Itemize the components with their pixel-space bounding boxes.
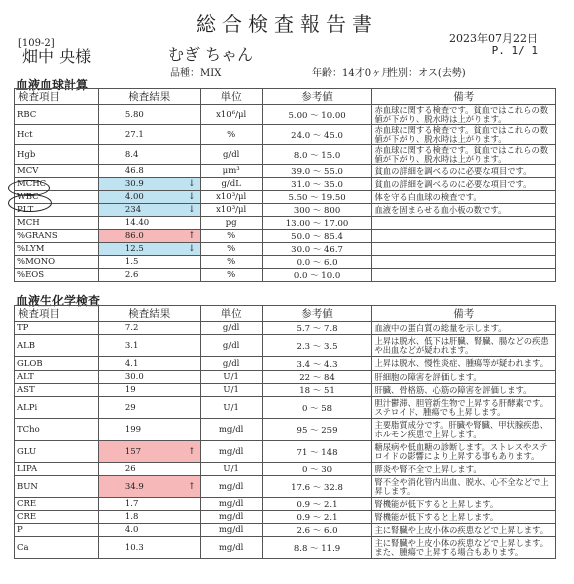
unit-cell: U/1	[200, 463, 262, 476]
item-cell: RBC	[15, 105, 99, 125]
page-number: P. 1/ 1	[491, 44, 538, 57]
note-cell: 貧血の詳細を調べるのに必要な項目です。	[372, 165, 556, 178]
reference-cell: 3.4 ～ 4.3	[262, 357, 372, 371]
unit-cell: g/dl	[200, 335, 262, 357]
note-cell: 赤血球に関する検査です。貧血ではこれらの数値が下がり、脱水時は上がります。	[372, 145, 556, 165]
result-value: 10.3	[124, 542, 144, 553]
pet-name: むぎ ちゃん	[168, 45, 254, 64]
note-cell	[372, 217, 556, 230]
table-header-row	[15, 306, 556, 322]
item-cell: CRE	[15, 498, 99, 511]
reference-cell: 2.6 ～ 6.0	[262, 524, 372, 537]
note-cell: 貧血の詳細を調べるのに必要な項目です。	[372, 178, 556, 191]
result-cell	[98, 397, 200, 419]
note-cell: 糖尿病や低血糖の診断します。ストレスやステロイドの影響により上昇する事もあります。	[372, 441, 556, 463]
table-row	[15, 105, 556, 125]
header-result: 検査結果	[98, 89, 200, 105]
unit-cell: mg/dl	[200, 511, 262, 524]
flag-arrow-icon: ↓	[188, 179, 196, 189]
result-cell	[98, 125, 200, 145]
result-cell	[98, 384, 200, 397]
result-cell	[98, 217, 200, 230]
reference-cell: 17.6 ～ 32.8	[262, 476, 372, 498]
result-value: 86.0	[124, 231, 144, 241]
item-cell: AST	[15, 384, 99, 397]
result-value: 30.9	[124, 179, 144, 189]
table-row	[15, 322, 556, 335]
result-cell	[98, 145, 200, 165]
reference-cell: 24.0 ～ 45.0	[262, 125, 372, 145]
reference-cell: 18 ～ 51	[262, 384, 372, 397]
reference-cell: 0.0 ～ 10.0	[262, 269, 372, 282]
breed: 品種：MIX	[170, 68, 222, 79]
table-row	[15, 256, 556, 269]
reference-cell: 0.9 ～ 2.1	[262, 511, 372, 524]
table-row	[15, 384, 556, 397]
flag-arrow-icon: ↓	[188, 205, 196, 215]
item-cell: ALPi	[15, 397, 99, 419]
result-value: 29	[124, 402, 136, 413]
unit-cell: mg/dl	[200, 441, 262, 463]
reference-cell: 2.3 ～ 3.5	[262, 335, 372, 357]
note-cell: 上昇は脱水、慢性炎症、腫瘍等が疑われます。	[372, 357, 556, 371]
item-cell: GLOB	[15, 357, 99, 371]
table-row	[15, 511, 556, 524]
unit-cell: mg/dl	[200, 537, 262, 559]
result-value: 46.8	[124, 166, 144, 176]
owner-name: 畑中 央様	[22, 47, 92, 66]
note-cell	[372, 230, 556, 243]
reference-cell: 8.0 ～ 15.0	[262, 145, 372, 165]
result-cell	[98, 230, 200, 243]
table-row	[15, 243, 556, 256]
result-value: 2.6	[124, 270, 139, 280]
result-value: 27.1	[124, 129, 144, 140]
item-cell: BUN	[15, 476, 99, 498]
unit-cell: g/dl	[200, 322, 262, 335]
flag-arrow-icon: ↑	[188, 446, 196, 457]
item-cell: Hct	[15, 125, 99, 145]
reference-cell: 5.00 ～ 10.00	[262, 105, 372, 125]
note-cell: 主に腎臓や上皮小体の疾患などで上昇します。	[372, 524, 556, 537]
header-reference: 参考値	[262, 306, 372, 322]
item-cell: WBC	[15, 191, 99, 204]
header-unit: 単位	[200, 89, 262, 105]
item-cell: ALT	[15, 371, 99, 384]
report-date: 2023年07月22日	[449, 32, 538, 45]
header-result: 検査結果	[98, 306, 200, 322]
table-row	[15, 524, 556, 537]
item-cell: LIPA	[15, 463, 99, 476]
reference-cell: 13.00 ～ 17.00	[262, 217, 372, 230]
table-row	[15, 371, 556, 384]
flag-arrow-icon: ↑	[188, 231, 196, 241]
unit-cell: %	[200, 243, 262, 256]
result-value: 199	[124, 424, 142, 435]
item-cell: Ca	[15, 537, 99, 559]
reference-cell: 30.0 ～ 46.7	[262, 243, 372, 256]
unit-cell: x10⁶/μl	[200, 105, 262, 125]
result-cell	[98, 441, 200, 463]
sex: 性別：オス(去勢)	[388, 68, 466, 79]
item-cell: %LYM	[15, 243, 99, 256]
result-value: 1.5	[124, 257, 139, 267]
unit-cell: U/1	[200, 397, 262, 419]
flag-arrow-icon: ↑	[188, 481, 196, 492]
item-cell: Hgb	[15, 145, 99, 165]
note-cell: 血液を固まらせる血小板の数です。	[372, 204, 556, 217]
result-value: 34.9	[124, 481, 144, 492]
result-cell	[98, 476, 200, 498]
item-cell: MCV	[15, 165, 99, 178]
unit-cell: mg/dl	[200, 419, 262, 441]
result-value: 26	[124, 464, 136, 474]
result-value: 3.1	[124, 340, 139, 351]
note-cell	[372, 243, 556, 256]
section-title-biochem: 血液生化学検査	[16, 294, 101, 308]
table-row	[15, 537, 556, 559]
patient-code: [109-2]	[18, 38, 55, 49]
result-cell	[98, 105, 200, 125]
header-item: 検査項目	[15, 306, 99, 322]
unit-cell: %	[200, 269, 262, 282]
result-cell	[98, 357, 200, 371]
note-cell: 主に腎臓や上皮小体の疾患などで上昇します。また、腫瘍で上昇する場合もあります。	[372, 537, 556, 559]
result-value: 30.0	[124, 372, 144, 382]
unit-cell: g/dL	[200, 178, 262, 191]
table-header-row	[15, 89, 556, 105]
table-row	[15, 204, 556, 217]
item-cell: %MONO	[15, 256, 99, 269]
result-cell	[98, 269, 200, 282]
table-row	[15, 217, 556, 230]
unit-cell: %	[200, 256, 262, 269]
table-row	[15, 145, 556, 165]
unit-cell: %	[200, 125, 262, 145]
result-cell	[98, 243, 200, 256]
note-cell: 赤血球に関する検査です。貧血ではこれらの数値が下がり、脱水時は上がります。	[372, 105, 556, 125]
result-cell	[98, 322, 200, 335]
result-cell	[98, 511, 200, 524]
result-cell	[98, 537, 200, 559]
result-cell	[98, 204, 200, 217]
item-cell: MCHC	[15, 178, 99, 191]
item-cell: MCH	[15, 217, 99, 230]
result-cell	[98, 178, 200, 191]
header-item: 検査項目	[15, 89, 99, 105]
result-value: 5.80	[124, 109, 144, 120]
unit-cell: x10³/μl	[200, 204, 262, 217]
item-cell: %EOS	[15, 269, 99, 282]
item-cell: TCho	[15, 419, 99, 441]
result-cell	[98, 165, 200, 178]
reference-cell: 95 ～ 259	[262, 419, 372, 441]
result-value: 4.1	[124, 358, 139, 369]
unit-cell: U/1	[200, 371, 262, 384]
reference-cell: 0.9 ～ 2.1	[262, 498, 372, 511]
note-cell: 胆汁鬱滞、胆管新生物で上昇する肝酵素です。ステロイド、腫瘍でも上昇します。	[372, 397, 556, 419]
section-title-blood-count: 血液血球計算	[16, 78, 89, 92]
reference-cell: 5.7 ～ 7.8	[262, 322, 372, 335]
result-value: 4.00	[124, 192, 144, 202]
item-cell: CRE	[15, 511, 99, 524]
result-cell	[98, 419, 200, 441]
table-row	[15, 441, 556, 463]
unit-cell: U/1	[200, 384, 262, 397]
note-cell	[372, 269, 556, 282]
header-reference: 参考値	[262, 89, 372, 105]
table-row	[15, 419, 556, 441]
unit-cell: x10³/μl	[200, 191, 262, 204]
result-cell	[98, 335, 200, 357]
reference-cell: 300 ～ 800	[262, 204, 372, 217]
result-value: 8.4	[124, 149, 139, 160]
reference-cell: 0.0 ～ 6.0	[262, 256, 372, 269]
note-cell: 主要脂質成分です。肝臓や腎臓、甲状腺疾患、ホルモン疾患で上昇します。	[372, 419, 556, 441]
result-cell	[98, 191, 200, 204]
note-cell: 血液中の蛋白質の総量を示します。	[372, 322, 556, 335]
result-value: 1.7	[124, 499, 139, 509]
table-row	[15, 463, 556, 476]
blood-count-table	[14, 88, 556, 282]
table-row	[15, 178, 556, 191]
result-value: 19	[124, 385, 136, 395]
table-row	[15, 357, 556, 371]
reference-cell: 0 ～ 30	[262, 463, 372, 476]
table-row	[15, 230, 556, 243]
unit-cell: mg/dl	[200, 476, 262, 498]
result-value: 14.40	[124, 218, 150, 228]
unit-cell: g/dl	[200, 357, 262, 371]
result-cell	[98, 524, 200, 537]
item-cell: %GRANS	[15, 230, 99, 243]
table-row	[15, 498, 556, 511]
result-value: 12.5	[124, 244, 144, 254]
table-row	[15, 165, 556, 178]
header-notes: 備考	[372, 306, 556, 322]
table-row	[15, 191, 556, 204]
reference-cell: 50.0 ～ 85.4	[262, 230, 372, 243]
result-cell	[98, 371, 200, 384]
note-cell: 腎機能が低下すると上昇します。	[372, 511, 556, 524]
result-value: 1.8	[124, 512, 139, 522]
table-row	[15, 335, 556, 357]
table-row	[15, 476, 556, 498]
unit-cell: μm³	[200, 165, 262, 178]
header-notes: 備考	[372, 89, 556, 105]
note-cell: 膵炎や腎不全で上昇します。	[372, 463, 556, 476]
reference-cell: 71 ～ 148	[262, 441, 372, 463]
table-row	[15, 397, 556, 419]
item-cell: ALB	[15, 335, 99, 357]
result-value: 7.2	[124, 323, 139, 333]
reference-cell: 22 ～ 84	[262, 371, 372, 384]
handwritten-circle-wbc	[8, 194, 52, 212]
item-cell: P	[15, 524, 99, 537]
result-value: 157	[124, 446, 142, 457]
unit-cell: g/dl	[200, 145, 262, 165]
result-cell	[98, 498, 200, 511]
header-unit: 単位	[200, 306, 262, 322]
note-cell: 体を守る白血球の検査です。	[372, 191, 556, 204]
biochem-table	[14, 305, 556, 559]
result-value: 234	[124, 205, 142, 215]
item-cell: TP	[15, 322, 99, 335]
unit-cell: pg	[200, 217, 262, 230]
flag-arrow-icon: ↓	[188, 244, 196, 254]
table-row	[15, 125, 556, 145]
unit-cell: mg/dl	[200, 498, 262, 511]
reference-cell: 8.8 ～ 11.9	[262, 537, 372, 559]
note-cell	[372, 256, 556, 269]
reference-cell: 0 ～ 58	[262, 397, 372, 419]
flag-arrow-icon: ↓	[188, 192, 196, 202]
note-cell: 肝細胞の障害を評価します。	[372, 371, 556, 384]
report-title: 総合検査報告書	[196, 12, 378, 36]
table-row	[15, 269, 556, 282]
item-cell: GLU	[15, 441, 99, 463]
result-cell	[98, 256, 200, 269]
reference-cell: 31.0 ～ 35.0	[262, 178, 372, 191]
note-cell: 肝臓、骨格筋、心筋の障害を評価します。	[372, 384, 556, 397]
reference-cell: 5.50 ～ 19.50	[262, 191, 372, 204]
item-cell: PLT	[15, 204, 99, 217]
unit-cell: mg/dl	[200, 524, 262, 537]
note-cell: 腎不全や消化管内出血、脱水、心不全などで上昇します。	[372, 476, 556, 498]
result-cell	[98, 463, 200, 476]
note-cell: 腎機能が低下すると上昇します。	[372, 498, 556, 511]
age: 年齢：14才0ヶ月	[312, 68, 392, 79]
reference-cell: 39.0 ～ 55.0	[262, 165, 372, 178]
note-cell: 赤血球に関する検査です。貧血ではこれらの数値が下がり、脱水時は上がります。	[372, 125, 556, 145]
note-cell: 上昇は脱水、低下は肝臓、腎臓、腸などの疾患や出血などが疑われます。	[372, 335, 556, 357]
result-value: 4.0	[124, 525, 139, 535]
unit-cell: %	[200, 230, 262, 243]
